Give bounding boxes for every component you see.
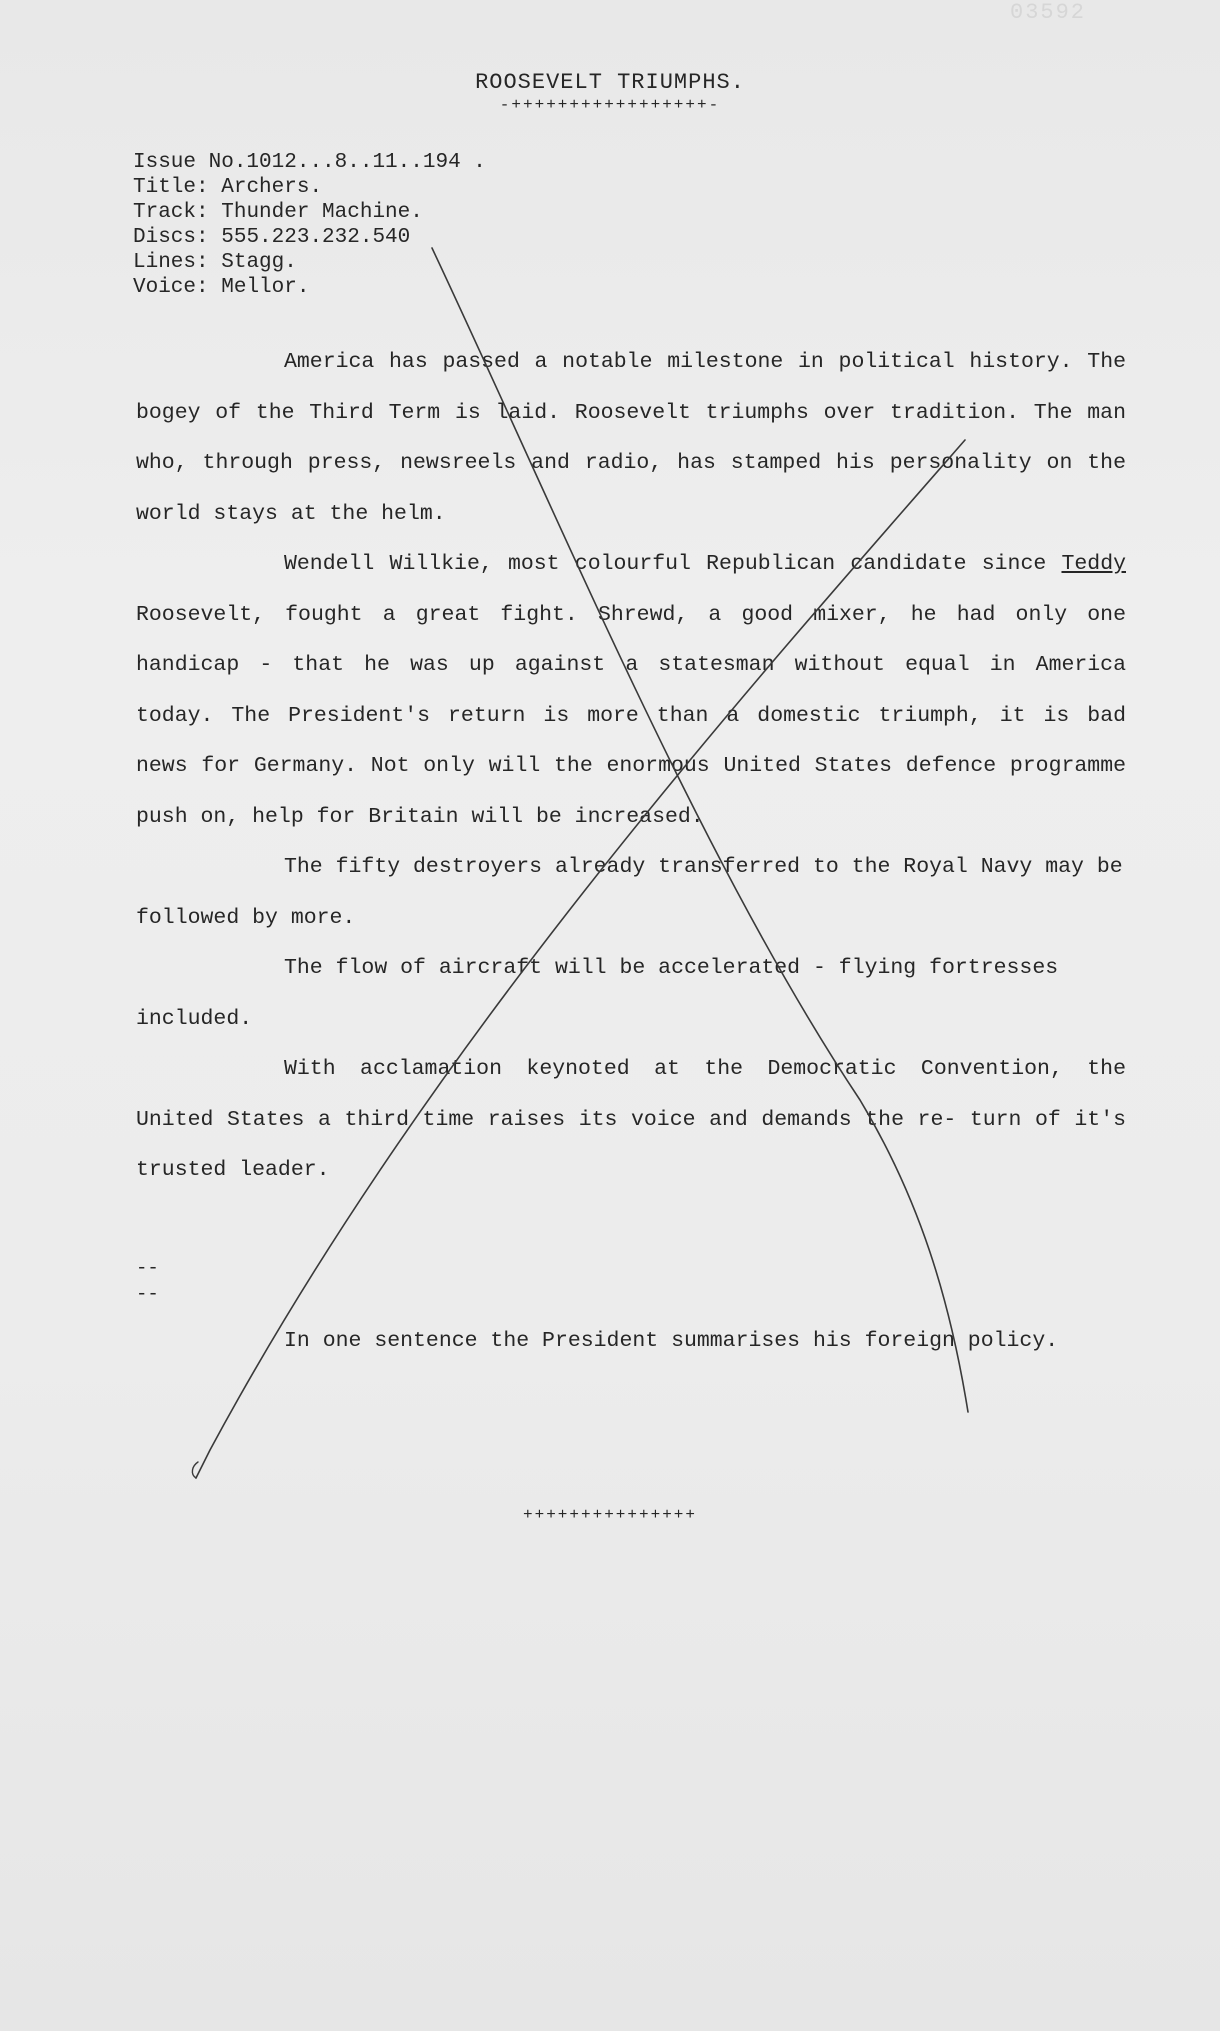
dash-line-1: -- xyxy=(136,1257,159,1279)
paragraph-milestone: America has passed a notable milestone in political history. The bogey of the Third Term is laid. Roosevelt triumphs over tradition. The man who, through press, newsreels and radio, has stamped his personality on the world stays at the helm. xyxy=(136,350,1126,526)
dash-separator xyxy=(136,1255,159,1307)
meta-track xyxy=(133,200,486,225)
meta-discs-label: Discs: xyxy=(133,226,209,249)
meta-lines-value: Stagg. xyxy=(221,251,297,274)
dash-line-2: -- xyxy=(136,1283,159,1305)
paragraph-aircraft: The flow of aircraft will be accelerated - flying fortresses included. xyxy=(136,956,1059,1031)
meta-track-label: Track: xyxy=(133,201,209,224)
paragraph-willkie xyxy=(136,539,1126,842)
end-rule: +++++++++++++++ xyxy=(522,1506,698,1524)
meta-title-label: Title: xyxy=(133,176,209,199)
meta-lines-label: Lines: xyxy=(133,251,209,274)
paragraph-acclamation: With acclamation keynoted at the Democratic Convention, the United States a third time raises its voice and demands the re- turn of it's trusted leader. xyxy=(136,1057,1126,1182)
pencil-stroke-hook xyxy=(192,1462,198,1478)
paragraph-willkie-start: Wendell Willkie, most colourful Republican candidate since xyxy=(284,552,1062,576)
meta-issue xyxy=(133,150,486,175)
meta-issue-value: No.1012...8..11..194 . xyxy=(208,151,486,174)
meta-voice-value: Mellor. xyxy=(221,276,310,299)
body-text xyxy=(136,337,1126,1196)
meta-title xyxy=(133,175,486,200)
meta-issue-label: Issue xyxy=(133,151,197,174)
closing-text xyxy=(136,1316,1126,1367)
title-underline-rule: -+++++++++++++++++- xyxy=(499,96,721,114)
meta-voice-label: Voice: xyxy=(133,276,209,299)
meta-track-value: Thunder Machine. xyxy=(221,201,423,224)
document-title: ROOSEVELT TRIUMPHS. xyxy=(475,70,745,95)
meta-voice xyxy=(133,275,486,300)
paragraph-willkie-rest: Roosevelt, fought a great fight. Shrewd, a good mixer, he had only one handicap - that he was up against a statesman without equal in America today. The President's return is more than a domestic triumph, it is bad news for Germany. Not only will the enormous United States defence programme push on, help for Britain will be increased. xyxy=(136,602,1126,829)
corner-archive-number: 03592 xyxy=(1010,0,1087,25)
meta-discs-value: 555.223.232.540 xyxy=(221,226,411,249)
paragraph-foreign-policy: In one sentence the President summarises his foreign policy. xyxy=(284,1329,1059,1353)
meta-lines xyxy=(133,250,486,275)
paragraph-destroyers: The fifty destroyers already transferred to the Royal Navy may be followed by more. xyxy=(136,855,1123,930)
metadata-block xyxy=(133,150,486,300)
meta-discs xyxy=(133,225,486,250)
underlined-teddy: Teddy xyxy=(1061,552,1126,576)
meta-title-value: Archers. xyxy=(221,176,323,199)
